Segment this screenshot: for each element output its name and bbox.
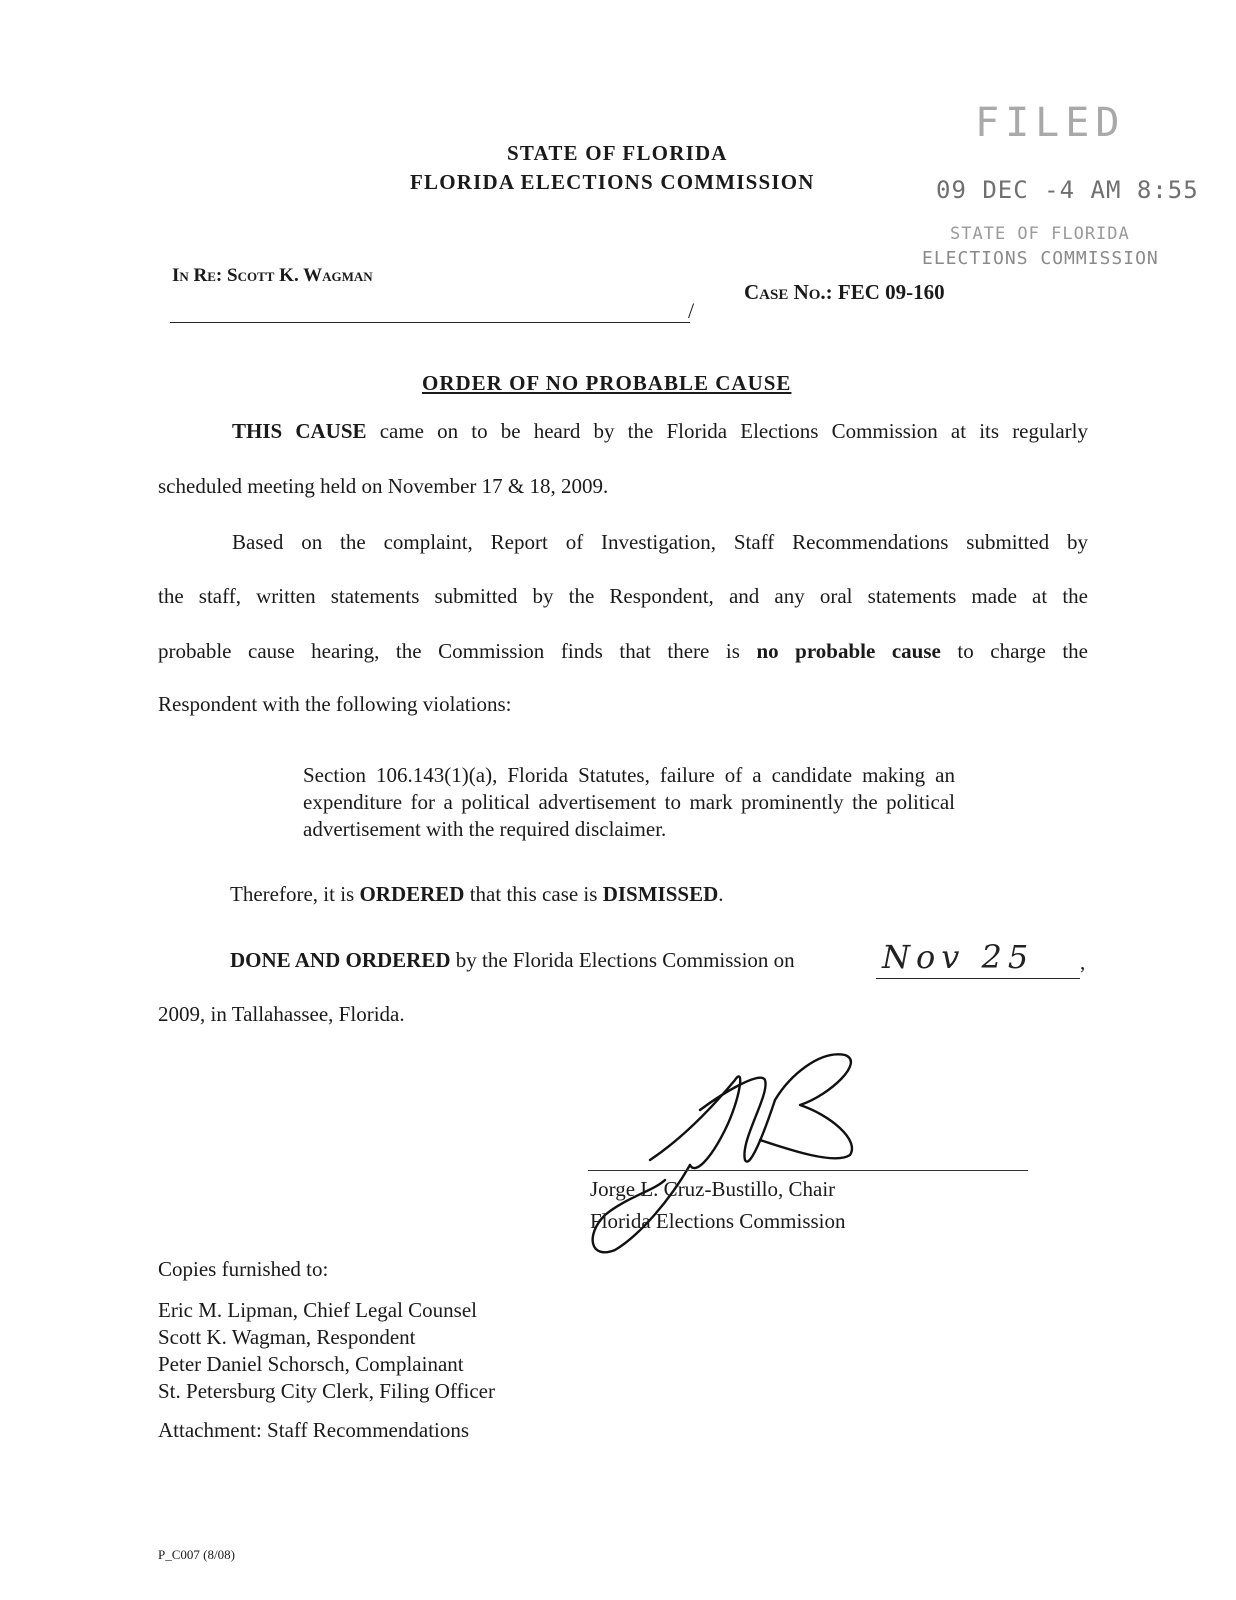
signatory-name: Jorge L. Cruz-Bustillo, Chair	[590, 1177, 836, 1201]
filed-stamp-title: FILED	[975, 100, 1126, 146]
in-re-label: In Re:	[172, 265, 223, 286]
signature-stroke-1	[650, 1076, 740, 1168]
done-and-ordered-bold: DONE AND ORDERED	[230, 948, 451, 972]
no-probable-cause-bold: no probable cause	[756, 639, 941, 663]
header-state: STATE OF FLORIDA	[507, 141, 728, 165]
paragraph-2-line-2: the staff, written statements submitted by the Respondent, and any oral statements made at the	[158, 584, 1088, 608]
paragraph-2-line-3-pre: probable cause hearing, the Commission finds that there is	[158, 639, 740, 663]
therefore-period: .	[718, 882, 724, 906]
filed-stamp-org-line1: STATE OF FLORIDA	[950, 224, 1130, 244]
signatory-org: Florida Elections Commission	[590, 1209, 846, 1233]
paragraph-1-line-2: scheduled meeting held on November 17 & 18, 2009.	[158, 474, 609, 498]
done-ordered-location: 2009, in Tallahassee, Florida.	[158, 1002, 405, 1026]
therefore-pre: Therefore, it is	[230, 882, 355, 906]
case-no-label: Case No.:	[744, 280, 833, 304]
dismissed-bold: DISMISSED	[602, 882, 719, 906]
caption-slash: /	[688, 298, 695, 323]
paragraph-2-line-3-post: to charge the	[957, 639, 1089, 663]
copies-label: Copies furnished to:	[158, 1257, 329, 1281]
paragraph-2-line-1: Based on the complaint, Report of Investigation, Staff Recommendations submitted by	[232, 530, 1088, 554]
signatory-block	[590, 1173, 846, 1237]
form-code: P_C007 (8/08)	[158, 1547, 235, 1562]
filed-stamp-org-line2: ELECTIONS COMMISSION	[922, 248, 1159, 269]
order-title: ORDER OF NO PROBABLE CAUSE	[422, 371, 792, 395]
signature-line	[588, 1170, 1028, 1171]
case-no-value: FEC 09-160	[837, 280, 945, 304]
violation-text: Section 106.143(1)(a), Florida Statutes, failure of a candidate making an expenditure for a political advertisement to mark prominently the political advertisement with the required disclaimer.	[303, 763, 955, 841]
paragraph-1-line-1-text: came on to be heard by the Florida Elections Commission at its regularly	[379, 419, 1088, 443]
filed-stamp-datetime: 09 DEC -4 AM 8:55	[936, 176, 1199, 204]
recipient-item: St. Petersburg City Clerk, Filing Officer	[158, 1379, 495, 1403]
therefore-mid: that this case is	[469, 882, 598, 906]
this-cause-bold: THIS CAUSE	[232, 419, 367, 443]
recipient-item: Eric M. Lipman, Chief Legal Counsel	[158, 1298, 478, 1322]
paragraph-2-line-4: Respondent with the following violations:	[158, 692, 512, 716]
attachment-line: Attachment: Staff Recommendations	[158, 1418, 470, 1442]
respondent-name: Scott K. Wagman	[227, 265, 373, 286]
signature-stroke-2	[700, 1078, 775, 1162]
date-comma: ,	[1080, 950, 1086, 974]
ordered-bold: ORDERED	[359, 882, 465, 906]
recipient-item: Peter Daniel Schorsch, Complainant	[158, 1352, 464, 1376]
header-commission: FLORIDA ELECTIONS COMMISSION	[410, 170, 815, 194]
done-ordered-text: by the Florida Elections Commission on	[455, 948, 795, 972]
handwritten-date: Nov 25	[882, 938, 1035, 976]
copies-recipient-list	[158, 1297, 495, 1405]
recipient-item: Scott K. Wagman, Respondent	[158, 1325, 416, 1349]
